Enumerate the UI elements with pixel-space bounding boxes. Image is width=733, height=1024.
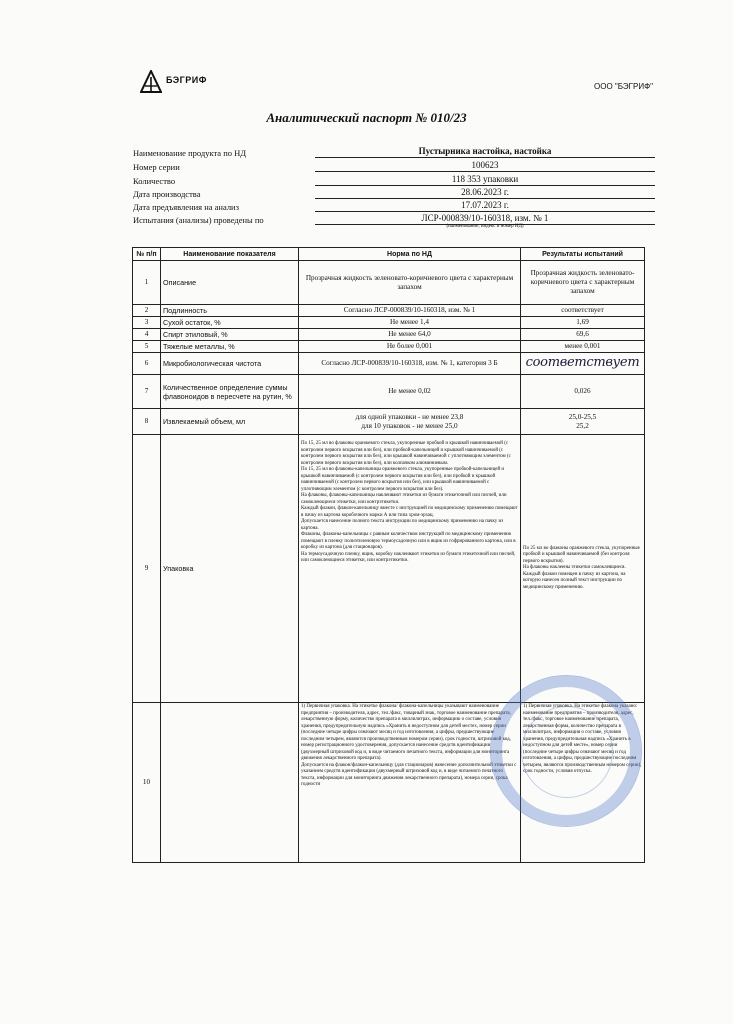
table-row bbox=[133, 353, 645, 375]
document-title: Аналитический паспорт № 010/23 bbox=[266, 110, 467, 125]
row-result-handwritten: соответствует bbox=[521, 353, 645, 375]
row-result: 1) Первичная упаковка. На этикетке флакона указано: наименование предприятия – производителя, адрес, тел./факс, торговое наименование препарата, лекарственная форма, количество препарата в миллилитрах, информация о составе, условия хранения, предупредительная надпись «Хранить в недоступном для детей месте», номер серии (последние четыре цифры означают месяц и год изготовления, а цифры, предшествующие последним четырем, являются производственным номером серии), срок годности, условия отпуска. bbox=[521, 703, 645, 863]
results-table bbox=[132, 247, 645, 863]
info-label-production-date: Дата производства bbox=[133, 189, 201, 199]
row-result: 1,69 bbox=[521, 317, 645, 329]
info-label-standard: Испытания (анализы) проведены по bbox=[133, 215, 264, 225]
logo-mark-icon bbox=[140, 70, 162, 94]
info-value-quantity: 118 353 упаковки bbox=[315, 174, 655, 186]
row-norm: Не более 0,001 bbox=[299, 341, 521, 353]
row-result: Прозрачная жидкость зеленовато-коричневого цвета с характерным запахом bbox=[521, 261, 645, 305]
company-name: ООО "БЭГРИФ" bbox=[594, 82, 653, 91]
table-header-row bbox=[133, 248, 645, 261]
table-row bbox=[133, 375, 645, 409]
row-norm: для одной упаковки - не менее 23,8 для 10 упаковок - не менее 25,0 bbox=[299, 409, 521, 435]
row-name: Описание bbox=[161, 261, 299, 305]
row-name: Количественное определение суммы флавоноидов в пересчете на рутин, % bbox=[161, 375, 299, 409]
info-value-analysis-date: 17.07.2023 г. bbox=[315, 200, 655, 212]
row-norm: Прозрачная жидкость зеленовато-коричневого цвета с характерным запахом bbox=[299, 261, 521, 305]
row-norm: 1) Первичная упаковка. На этикетке флакона/ флакона-капельницы указывают наименование предприятия – производителя, адрес, тел./факс, товарный знак, торговое наименование препарата, лекарственную форму, количество препарата в миллилитрах, информацию о составе, условия хранения, предупредительную надпись «Хранить в недоступном для детей местех, номер серии (последние четыре цифры означают месяц и год изготовления, а цифры, предшествующие последним четырем, являются производственным номером серии), срок годности, штриховой код, номер регистрационного удостоверения, допускается нанесение средств идентификации (двухмерный штриховой код и, в виде читаемого печатного текста, информации для мониторинга движения лекарственного препарата). Допускается на флакон/флакон-капельницу (для стационаров) нанесение дополнительной этикетки с указанием средств идентификации (двухмерный штриховой код и, в виде читаемого печатного текста, информации для мониторинга движения лекарственного препарата), номера серии, срока годности bbox=[299, 703, 521, 863]
row-norm: По 15, 25 мл во флаконы оранжевого стекла, укупоренные пробкой и крышкой навинчиваемой (с контролем первого вскрытия или без), или пробкой-капельницей и крышкой навинчиваемой (с контролем первого вскрытия или без), или крышкой навинчиваемой с уплотняющим элементом (с контролем первого вскрытия или без), или колпачком алюминиевым. По 15, 25 мл во флаконы-капельницы оранжевого стекла, укупоренные пробкой-капельницей и крышкой навинчиваемой (с контролем первого вскрытия или без), или пробкой и крышкой навинчиваемой (с контролем первого вскрытия или без), или крышкой навинчиваемой с уплотняющим элементом (с контролем первого вскрытия или без). На флаконы, флаконы-капельницы наклеивают этикетки из бумаги этикеточной или писчей, или самоклеющиеся этикетки, или контрэтикетки. Каждый флакон, флакон-капельницу вместе с инструкцией по медицинскому применению помещают в пачку из картона коробочного марки А или типа хром-эрзац. Допускается нанесение полного текста инструкции по медицинскому применению на пачку из картона. Флаконы, флаконы-капельницы с равным количеством инструкций по медицинскому применению помещают в пленку полиэтиленовую термоусадочную или в ящик из гофрированного картона, или в коробку из картона (для стационаров). На термоусадочную пленку, ящик, коробку наклеивают этикетки из бумаги этикеточной или писчей, или самоклеющиеся этикетки, или контрэтикетки. bbox=[299, 435, 521, 703]
row-name: Спирт этиловый, % bbox=[161, 329, 299, 341]
row-norm: Согласно ЛСР-000839/10-160318, изм. № 1, категория 3 Б bbox=[299, 353, 521, 375]
header-name: Наименование показателя bbox=[161, 248, 299, 261]
row-result: 0,026 bbox=[521, 375, 645, 409]
row-num: 5 bbox=[133, 341, 161, 353]
table-row bbox=[133, 409, 645, 435]
row-name: Сухой остаток, % bbox=[161, 317, 299, 329]
row-num: 1 bbox=[133, 261, 161, 305]
row-name: Микробиологическая чистота bbox=[161, 353, 299, 375]
table-row bbox=[133, 305, 645, 317]
row-num: 9 bbox=[133, 435, 161, 703]
info-value-product: Пустырника настойка, настойка bbox=[315, 146, 655, 158]
row-num: 6 bbox=[133, 353, 161, 375]
row-norm: Не менее 64,0 bbox=[299, 329, 521, 341]
info-value-series: 100623 bbox=[315, 160, 655, 172]
table-row bbox=[133, 435, 645, 703]
header-num: № п/п bbox=[133, 248, 161, 261]
row-num: 4 bbox=[133, 329, 161, 341]
header-norm: Норма по НД bbox=[299, 248, 521, 261]
info-note: (наименование, индекс и номер НД) bbox=[446, 224, 524, 229]
row-result: менее 0,001 bbox=[521, 341, 645, 353]
row-name: Тяжелые металлы, % bbox=[161, 341, 299, 353]
row-result: 25,0-25,5 25,2 bbox=[521, 409, 645, 435]
row-result: 69,6 bbox=[521, 329, 645, 341]
logo-text: БЭГРИФ bbox=[166, 75, 207, 85]
row-num: 7 bbox=[133, 375, 161, 409]
row-result: По 25 мл во флаконы оранжевого стекла, укупоренные пробкой и крышкой навинчиваемой (без контроля первого вскрытия). На флаконы наклеены этикетки самоклеящиеся. Каждый флакон помещен в пачку из картона, на которую нанесен полный текст инструкции по медицинскому применению. bbox=[521, 435, 645, 703]
info-label-quantity: Количество bbox=[133, 176, 176, 186]
info-value-production-date: 28.06.2023 г. bbox=[315, 187, 655, 199]
table-row bbox=[133, 261, 645, 305]
table-row bbox=[133, 703, 645, 863]
info-label-analysis-date: Дата предъявления на анализ bbox=[133, 202, 239, 212]
row-result: соответствует bbox=[521, 305, 645, 317]
row-num: 3 bbox=[133, 317, 161, 329]
info-value-standard: ЛСР-000839/10-160318, изм. № 1 bbox=[315, 213, 655, 225]
row-num: 8 bbox=[133, 409, 161, 435]
row-num: 2 bbox=[133, 305, 161, 317]
company-logo bbox=[140, 70, 260, 96]
row-name bbox=[161, 703, 299, 863]
row-name: Извлекаемый объем, мл bbox=[161, 409, 299, 435]
row-name: Подлинность bbox=[161, 305, 299, 317]
table-row bbox=[133, 341, 645, 353]
row-norm: Не менее 0,02 bbox=[299, 375, 521, 409]
row-num: 10 bbox=[133, 703, 161, 863]
header-result: Результаты испытаний bbox=[521, 248, 645, 261]
row-norm: Согласно ЛСР-000839/10-160318, изм. № 1 bbox=[299, 305, 521, 317]
info-label-series: Номер серии bbox=[133, 162, 180, 172]
table-row bbox=[133, 329, 645, 341]
row-name: Упаковка bbox=[161, 435, 299, 703]
table-row bbox=[133, 317, 645, 329]
row-norm: Не менее 1,4 bbox=[299, 317, 521, 329]
info-label-product: Наименование продукта по НД bbox=[133, 148, 247, 158]
